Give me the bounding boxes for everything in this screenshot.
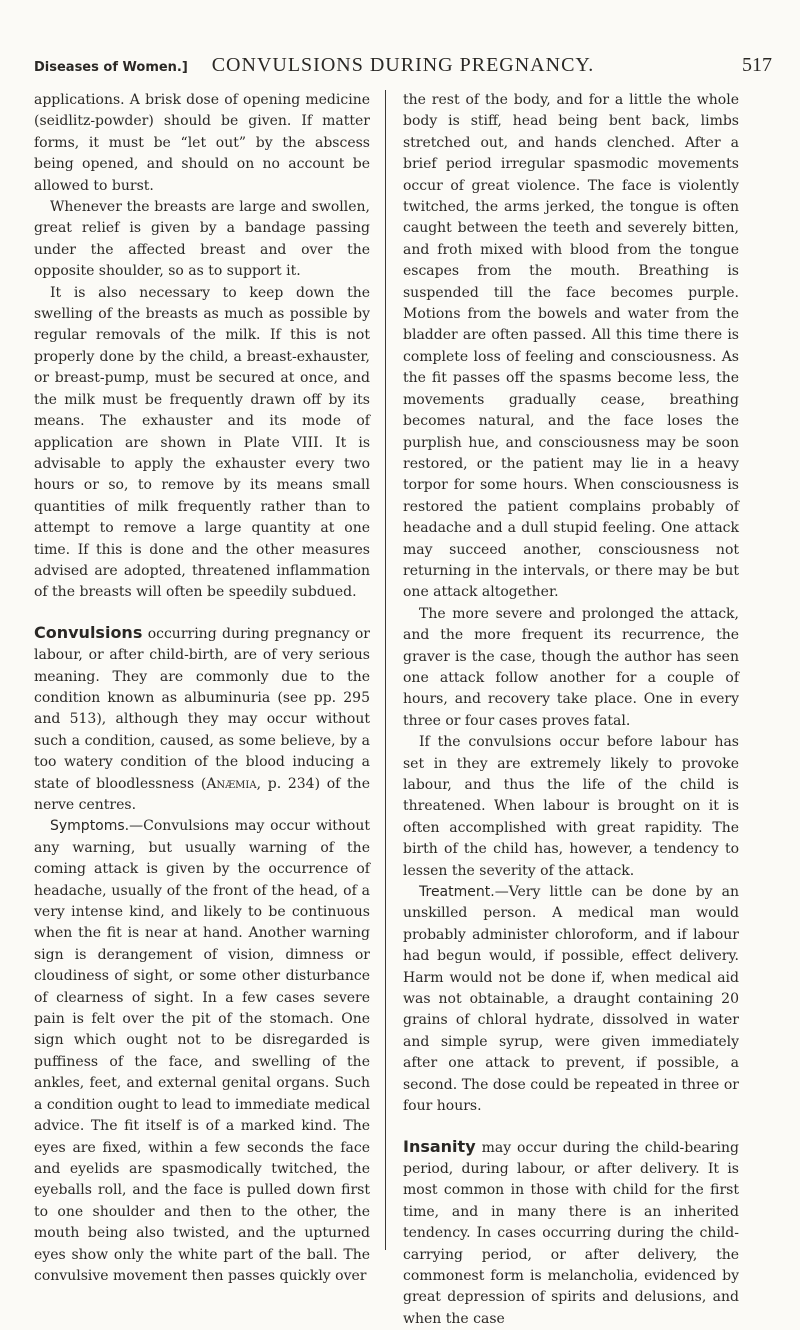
subheading-treatment: Treatment. [419,884,495,900]
page-number: 517 [742,54,772,77]
symptoms-paragraph [34,816,370,1287]
subheading-symptoms: Symptoms. [50,818,129,834]
section-label: Diseases of Women.] [34,60,188,75]
text-run: occurring during pregnancy or labour, or after child-birth, are of very serious meaning. They are commonly due to the condition known as albuminuria (see pp. 295 and 513), although they may occur without such a condition, caused, as some believe, by a too watery condition of the blood inducing a state of bloodlessness ( [34,626,370,792]
insanity-paragraph [403,1136,739,1330]
section-heading-convulsions: Convulsions [34,623,142,642]
paragraph: applications. A brisk dose of opening medicine (seidlitz-powder) should be given. If matter forms, it must be “let out” by the abscess being opened, and should on no account be allowed to burst. [34,90,370,197]
text-run: may occur during the child-bearing period, during labour, or after delivery. It is most common in those with child for the first time, and in many there is an inherited tendency. In cases occurring during the child-carrying period, or after delivery, the commonest form is melancholia, evidenced by great depression of spirits and delusions, and when the case [403,1140,739,1327]
chapter-title: CONVULSIONS DURING PREGNANCY. [34,54,772,77]
column-rule [385,90,386,1250]
paragraph: Whenever the breasts are large and swollen, great relief is given by a bandage passing under the affected breast and over the opposite shoulder, so as to support it. [34,197,370,283]
text-run: —Convulsions may occur without any warning, but usually warning of the coming attack is given by the occurrence of headache, usually of the front of the head, of a very intense kind, and likely to be continuous when the fit is near at hand. Another warning sign is derangement of vision, dimness or cloudiness of sight, or some other disturbance of clearness of sight. In a few cases severe pain is felt over the pit of the stomach. One sign which ought not to be disregarded is puffiness of the face, and swelling of the ankles, feet, and external genital organs. Such a condition ought to lead to immediate medical advice. The fit itself is of a marked kind. The eyes are fixed, within a few seconds the face and eyelids are spasmodically twitched, the eyeballs roll, and the face is pulled down first to one shoulder and then to the other, the mouth being also twisted, and the upturned eyes show only the white part of the ball. The convulsive movement then passes quickly over [34,818,370,1284]
paragraph: The more severe and prolonged the attack, and the more frequent its recurrence, the graver is the case, though the author has seen one attack follow another for a couple of hours, and recovery take place. One in every three or four cases proves fatal. [403,604,739,732]
running-head [34,52,772,82]
right-column [403,90,739,1330]
left-column [34,90,370,1287]
convulsions-paragraph [34,622,370,817]
text-run: , p. 234) of the nerve centres. [34,776,370,813]
text-run: —Very little can be done by an unskilled person. A medical man would probably administer chloroform, and if labour had begun would, if possible, effect delivery. Harm would not be done if, when medical aid was not obtainable, a draught containing 20 grains of chloral hydrate, dissolved in water and simple syrup, were given immediately after one attack to prevent, if possible, a second. The dose could be repeated in three or four hours. [403,884,739,1114]
paragraph: the rest of the body, and for a little the whole body is stiff, head being bent back, limbs stretched out, and hands clenched. After a brief period irregular spasmodic movements occur of great violence. The face is violently twitched, the arms jerked, the tongue is often caught between the teeth and severely bitten, and froth mixed with blood from the tongue escapes from the mouth. Breathing is suspended till the face becomes purple. Motions from the bowels and water from the bladder are often passed. All this time there is complete loss of feeling and consciousness. As the fit passes off the spasms become less, the movements gradually cease, breathing becomes natural, and the face loses the purplish hue, and consciousness may be soon restored, or the patient may lie in a heavy torpor for some hours. When consciousness is restored the patient complains probably of headache and a dull stupid feeling. One attack may succeed another, consciousness not returning in the intervals, or there may be but one attack altogether. [403,90,739,604]
paragraph: If the convulsions occur before labour has set in they are extremely likely to provoke labour, and thus the life of the child is threatened. When labour is brought on it is often accomplished with great rapidity. The birth of the child has, however, a tendency to lessen the severity of the attack. [403,732,739,882]
paragraph: It is also necessary to keep down the swelling of the breasts as much as possible by regular removals of the milk. If this is not properly done by the child, a breast-exhauster, or breast-pump, must be secured at once, and the milk must be frequently drawn off by its means. The exhauster and its mode of application are shown in Plate VIII. It is advisable to apply the exhauster every two hours or so, to remove by its means small quantities of milk frequently rather than to attempt to remove a large quantity at one time. If this is done and the other measures advised are adopted, threatened inflammation of the breasts will often be speedily subdued. [34,283,370,604]
section-heading-insanity: Insanity [403,1137,476,1156]
text-run-smallcaps: Anæmia [206,776,256,792]
treatment-paragraph [403,882,739,1117]
